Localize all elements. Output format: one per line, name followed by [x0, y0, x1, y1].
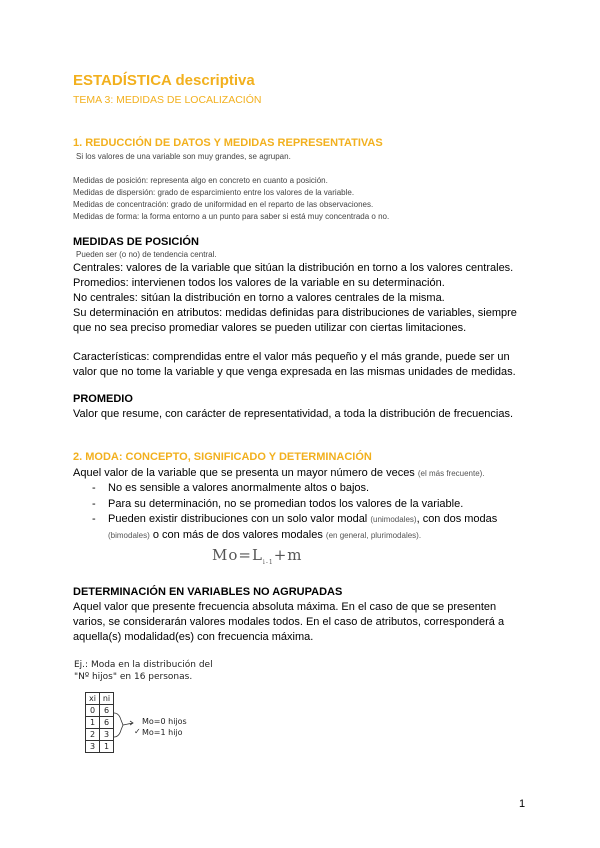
table-row — [86, 729, 114, 741]
no-agrupadas-heading: DETERMINACIÓN EN VARIABLES NO AGRUPADAS — [73, 586, 343, 598]
table-row — [86, 741, 114, 753]
moda-definition — [73, 466, 485, 481]
no-agrupadas-line-1: Aquel valor que presente frecuencia absoluta máxima. En el caso de que se presenten — [73, 601, 497, 613]
table-cell: 6 — [100, 717, 114, 729]
measure-dispersion: Medidas de dispersión: grado de esparcimiento entre los valores de la variable. — [73, 188, 355, 197]
caracteristicas-1: Características: comprendidas entre el valor más pequeño y el más grande, puede ser un — [73, 351, 510, 363]
posicion-atributos-1: Su determinación en atributos: medidas definidas para distribuciones de variables, siempre — [73, 307, 517, 319]
list-item: - Para su determinación, no se promedian todos los valores de la variable. — [92, 497, 464, 510]
doc-title: ESTADÍSTICA descriptiva — [73, 72, 255, 89]
moda-definition-note: (el más frecuente). — [417, 469, 485, 478]
formula-sub: i-1 — [262, 559, 274, 566]
table-row — [86, 717, 114, 729]
bullet-text: Pueden existir distribuciones con un solo valor modal — [108, 513, 368, 525]
example-caption-2: "Nº hijos" en 16 personas. — [74, 672, 193, 682]
posicion-centrales: Centrales: valores de la variable que sitúan la distribución en torno a los valores centrales. — [73, 262, 514, 274]
bullet-note: (bimodales) — [108, 530, 150, 540]
table-cell: 3 — [86, 741, 100, 753]
col-header-x: xi — [86, 693, 100, 705]
list-item: - Pueden existir distribuciones con un solo valor modal (unimodales), con dos modas — [92, 513, 498, 525]
posicion-note: Pueden ser (o no) de tendencia central. — [76, 250, 217, 259]
caracteristicas-2: valor que no tome la variable y que venga expresada en las mismas unidades de medidas. — [73, 366, 516, 378]
col-header-n: ni — [100, 693, 114, 705]
bullet-text: o con más de dos valores modales — [152, 528, 323, 541]
table-cell: 6 — [100, 705, 114, 717]
posicion-atributos-2: que no sea preciso promediar valores se pueden utilizar con ciertas limitaciones. — [73, 322, 467, 334]
frequency-table — [85, 692, 114, 753]
table-row — [86, 705, 114, 717]
section2-title: 2. MODA: CONCEPTO, SIGNIFICADO Y DETERMINACIÓN — [73, 451, 372, 463]
bullet-text: Para su determinación, no se promedian todos los valores de la variable. — [108, 497, 464, 510]
table-cell: 1 — [86, 717, 100, 729]
bullet-note: (en general, plurimodales). — [325, 530, 422, 540]
doc-subtitle: TEMA 3: MEDIDAS DE LOCALIZACIÓN — [73, 94, 262, 106]
measure-posicion: Medidas de posición: representa algo en concreto en cuanto a posición. — [73, 176, 328, 185]
list-item: - No es sensible a valores anormalmente altos o bajos. — [92, 482, 370, 494]
posicion-heading: MEDIDAS DE POSICIÓN — [73, 236, 199, 248]
list-item — [92, 528, 497, 544]
table-header-row — [86, 693, 114, 705]
moda-definition-text: Aquel valor de la variable que se presenta un mayor número de veces — [73, 467, 415, 479]
mode-result-2: Mo=1 hijo — [142, 728, 183, 737]
example-caption-1: Ej.: Moda en la distribución del — [74, 660, 213, 670]
moda-formula — [212, 546, 302, 566]
no-agrupadas-line-2: varios, se considerarán valores modales todos. En el caso de atributos, corresponderá a — [73, 616, 505, 628]
page-number: 1 — [519, 798, 526, 810]
bullet-text: No es sensible a valores anormalmente altos o bajos. — [108, 482, 370, 494]
check-icon: ✓ — [134, 727, 141, 736]
promedio-text: Valor que resume, con carácter de representatividad, a toda la distribución de frecuencias. — [73, 408, 514, 420]
posicion-promedios: Promedios: intervienen todos los valores de la variable en su determinación. — [73, 277, 445, 289]
section1-intro: Si los valores de una variable son muy grandes, se agrupan. — [76, 152, 291, 161]
posicion-no-centrales: No centrales: sitúan la distribución en torno a valores centrales de la misma. — [73, 292, 445, 304]
bullet-text: , con dos modas — [416, 513, 498, 525]
measure-concentracion: Medidas de concentración: grado de uniformidad en el reparto de las observaciones. — [73, 200, 374, 209]
bullet-note: (unimodales) — [370, 515, 417, 524]
mode-result-1: Mo=0 hijos — [142, 717, 187, 726]
promedio-heading: PROMEDIO — [73, 393, 133, 405]
section1-title: 1. REDUCCIÓN DE DATOS Y MEDIDAS REPRESENTATIVAS — [73, 137, 383, 149]
formula-main: Mo=L — [212, 546, 263, 564]
table-cell: 3 — [100, 729, 114, 741]
measure-forma: Medidas de forma: la forma entorno a un punto para saber si está muy concentrada o no. — [73, 212, 390, 221]
formula-end: +m — [273, 546, 303, 564]
table-cell: 0 — [86, 705, 100, 717]
moda-bullets — [92, 481, 497, 543]
table-cell: 2 — [86, 729, 100, 741]
no-agrupadas-line-3: aquella(s) modalidad(es) con frecuencia máxima. — [73, 631, 314, 643]
table-cell: 1 — [100, 741, 114, 753]
